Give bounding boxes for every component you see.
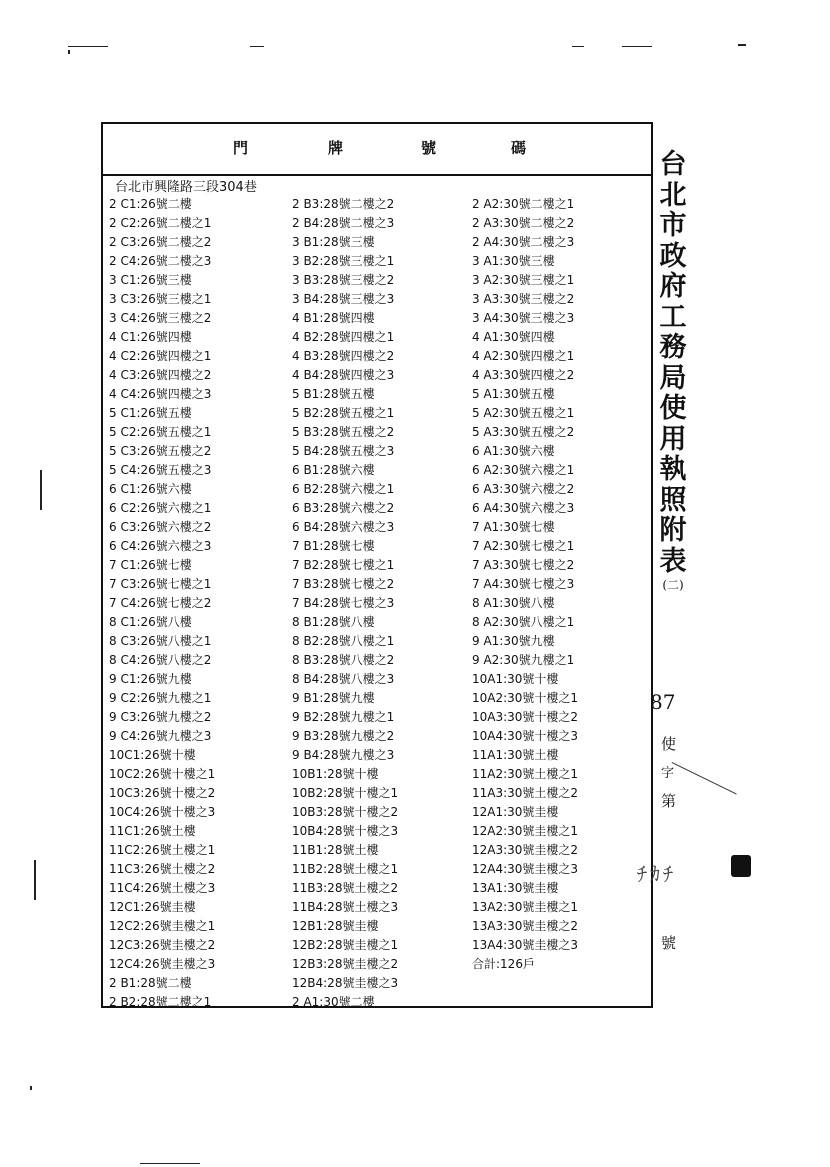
list-item: 5 B1:28號五樓 <box>292 387 375 401</box>
list-item: 4 A1:30號四樓 <box>472 330 555 344</box>
list-item: 4 A2:30號四樓之1 <box>472 349 575 363</box>
list-item: 12B1:28號圭樓 <box>292 919 379 933</box>
list-item: 12A3:30號圭樓之2 <box>472 843 579 857</box>
list-item: 7 B3:28號七樓之2 <box>292 577 395 591</box>
list-item: 7 A2:30號七樓之1 <box>472 539 575 553</box>
list-item: 3 C4:26號三樓之2 <box>109 311 212 325</box>
list-item: 2 A3:30號二樓之2 <box>472 216 575 230</box>
list-item: 10B3:28號十樓之2 <box>292 805 399 819</box>
list-item: 3 A4:30號三樓之3 <box>472 311 575 325</box>
list-item: 8 B2:28號八樓之1 <box>292 634 395 648</box>
list-item: 3 C3:26號三樓之1 <box>109 292 212 306</box>
scan-speck <box>34 860 36 900</box>
list-item: 2 B1:28號二樓 <box>109 976 192 990</box>
list-item: 2 C4:26號二樓之3 <box>109 254 212 268</box>
list-item: 6 A3:30號六樓之2 <box>472 482 575 496</box>
list-item: 10A1:30號十樓 <box>472 672 559 686</box>
list-item: 7 C3:26號七樓之1 <box>109 577 212 591</box>
list-item: 4 B1:28號四樓 <box>292 311 375 325</box>
scan-speck <box>250 46 264 47</box>
list-item: 5 B4:28號五樓之3 <box>292 444 395 458</box>
list-item: 8 A1:30號八樓 <box>472 596 555 610</box>
list-item: 4 B3:28號四樓之2 <box>292 349 395 363</box>
list-item: 2 C1:26號二樓 <box>109 197 192 211</box>
list-item: 6 C2:26號六樓之1 <box>109 501 212 515</box>
list-item: 6 C1:26號六樓 <box>109 482 192 496</box>
list-item: 6 B4:28號六樓之3 <box>292 520 395 534</box>
list-item: 6 B2:28號六樓之1 <box>292 482 395 496</box>
list-item: 12B2:28號圭樓之1 <box>292 938 399 952</box>
list-item: 7 A3:30號七樓之2 <box>472 558 575 572</box>
list-item: 11B4:28號土樓之3 <box>292 900 399 914</box>
list-item: 4 C1:26號四樓 <box>109 330 192 344</box>
list-item: 4 C2:26號四樓之1 <box>109 349 212 363</box>
list-item: 2 A4:30號二樓之3 <box>472 235 575 249</box>
list-item: 7 A1:30號七樓 <box>472 520 555 534</box>
list-item: 2 A2:30號二樓之1 <box>472 197 575 211</box>
list-item: 3 A1:30號三樓 <box>472 254 555 268</box>
list-item: 11B2:28號土樓之1 <box>292 862 399 876</box>
list-item: 3 A2:30號三樓之1 <box>472 273 575 287</box>
title-char: 執 <box>659 454 687 485</box>
header-char: 門 <box>233 139 249 157</box>
list-item: 8 C1:26號八樓 <box>109 615 192 629</box>
title-char: 照 <box>659 484 687 516</box>
column-3 <box>472 195 652 974</box>
list-item: 8 B1:28號八樓 <box>292 615 375 629</box>
list-item: 2 C2:26號二樓之1 <box>109 216 212 230</box>
list-item: 7 C1:26號七樓 <box>109 558 192 572</box>
list-item: 6 A2:30號六樓之1 <box>472 463 575 477</box>
title-char: 府 <box>659 271 687 302</box>
list-item: 8 A2:30號八樓之1 <box>472 615 575 629</box>
list-item: 合計:126戶 <box>472 957 535 971</box>
list-item: 8 B4:28號八樓之3 <box>292 672 395 686</box>
list-item: 10C2:26號十樓之1 <box>109 767 216 781</box>
list-item: 4 A3:30號四樓之2 <box>472 368 575 382</box>
list-item: 11C4:26號土樓之3 <box>109 881 216 895</box>
title-char: 表 <box>659 545 687 577</box>
list-item: 9 A2:30號九樓之1 <box>472 653 575 667</box>
door-number-table <box>101 122 653 1008</box>
list-item: 8 C3:26號八樓之1 <box>109 634 212 648</box>
scan-speck <box>68 50 70 54</box>
list-item: 7 A4:30號七樓之3 <box>472 577 575 591</box>
list-item: 9 B2:28號九樓之1 <box>292 710 395 724</box>
list-item: 11C1:26號土樓 <box>109 824 196 838</box>
list-item: 10A2:30號十樓之1 <box>472 691 579 705</box>
list-item: 10C3:26號十樓之2 <box>109 786 216 800</box>
header-char: 牌 <box>328 139 344 157</box>
header-char: 號 <box>421 139 437 157</box>
list-item: 5 A2:30號五樓之1 <box>472 406 575 420</box>
list-item: 12A2:30號圭樓之1 <box>472 824 579 838</box>
title-char: 使 <box>659 393 687 424</box>
list-item: 2 C3:26號二樓之2 <box>109 235 212 249</box>
scan-speck <box>738 44 746 46</box>
scan-speck <box>622 46 652 47</box>
list-item: 9 C2:26號九樓之1 <box>109 691 212 705</box>
list-item: 10B1:28號十樓 <box>292 767 379 781</box>
list-item: 12C3:26號圭樓之2 <box>109 938 216 952</box>
list-item: 3 C1:26號三樓 <box>109 273 192 287</box>
list-item: 6 A1:30號六樓 <box>472 444 555 458</box>
list-item: 11A2:30號土樓之1 <box>472 767 579 781</box>
list-item: 9 B4:28號九樓之3 <box>292 748 395 762</box>
list-item: 2 B4:28號二樓之3 <box>292 216 395 230</box>
list-item: 9 A1:30號九樓 <box>472 634 555 648</box>
list-item: 12C4:26號圭樓之3 <box>109 957 216 971</box>
label-di: 第 <box>661 792 677 810</box>
list-item: 11C3:26號土樓之2 <box>109 862 216 876</box>
list-item: 8 B3:28號八樓之2 <box>292 653 395 667</box>
list-item: 10B4:28號十樓之3 <box>292 824 399 838</box>
list-item: 11B3:28號土樓之2 <box>292 881 399 895</box>
handwritten-number: ﾁｶﾁ <box>637 862 676 886</box>
title-char: 工 <box>659 301 687 333</box>
list-item: 3 B1:28號三樓 <box>292 235 375 249</box>
list-item: 9 B3:28號九樓之2 <box>292 729 395 743</box>
list-item: 3 B4:28號三樓之3 <box>292 292 395 306</box>
list-item: 5 B3:28號五樓之2 <box>292 425 395 439</box>
list-item: 13A4:30號圭樓之3 <box>472 938 579 952</box>
list-item: 12C2:26號圭樓之1 <box>109 919 216 933</box>
title-char: 附 <box>659 515 687 546</box>
list-item: 3 A3:30號三樓之2 <box>472 292 575 306</box>
list-item: 12A1:30號圭樓 <box>472 805 559 819</box>
title-char: 務 <box>659 332 687 363</box>
list-item: 10A4:30號十樓之3 <box>472 729 579 743</box>
list-item: 12B3:28號圭樓之2 <box>292 957 399 971</box>
list-item: 3 B3:28號三樓之2 <box>292 273 395 287</box>
list-item: 6 C3:26號六樓之2 <box>109 520 212 534</box>
list-item: 5 C1:26號五樓 <box>109 406 192 420</box>
list-item: 5 A1:30號五樓 <box>472 387 555 401</box>
list-item: 10C1:26號十樓 <box>109 748 196 762</box>
list-item: 4 B4:28號四樓之3 <box>292 368 395 382</box>
column-1 <box>109 195 289 1012</box>
scan-speck <box>30 1086 32 1090</box>
street-address: 台北市興隆路三段304巷 <box>115 180 257 195</box>
list-item: 6 B1:28號六樓 <box>292 463 375 477</box>
title-suffix: (二) <box>662 578 684 592</box>
list-item: 10B2:28號十樓之1 <box>292 786 399 800</box>
label-shi: 使 <box>661 735 677 753</box>
ink-blot <box>731 855 751 877</box>
list-item: 3 B2:28號三樓之1 <box>292 254 395 268</box>
title-char: 用 <box>659 423 687 455</box>
list-item: 7 C4:26號七樓之2 <box>109 596 212 610</box>
list-item: 7 B2:28號七樓之1 <box>292 558 395 572</box>
list-item: 9 C4:26號九樓之3 <box>109 729 212 743</box>
title-char: 局 <box>659 362 687 394</box>
list-item: 4 C3:26號四樓之2 <box>109 368 212 382</box>
title-char: 北 <box>659 179 687 211</box>
side-title <box>655 150 691 593</box>
list-item: 7 B1:28號七樓 <box>292 539 375 553</box>
list-item: 9 C3:26號九樓之2 <box>109 710 212 724</box>
table-header <box>103 124 651 176</box>
list-item: 4 C4:26號四樓之3 <box>109 387 212 401</box>
scan-speck <box>572 46 584 47</box>
header-char: 碼 <box>511 139 527 157</box>
label-zi: 字 <box>661 766 675 781</box>
list-item: 5 C4:26號五樓之3 <box>109 463 212 477</box>
list-item: 13A1:30號圭樓 <box>472 881 559 895</box>
title-char: 市 <box>659 210 687 241</box>
list-item: 5 B2:28號五樓之1 <box>292 406 395 420</box>
list-item: 11C2:26號土樓之1 <box>109 843 216 857</box>
scan-speck <box>68 46 108 47</box>
list-item: 11B1:28號土樓 <box>292 843 379 857</box>
list-item: 10C4:26號十樓之3 <box>109 805 216 819</box>
list-item: 9 C1:26號九樓 <box>109 672 192 686</box>
list-item: 5 A3:30號五樓之2 <box>472 425 575 439</box>
list-item: 11A3:30號土樓之2 <box>472 786 579 800</box>
title-char: 政 <box>659 240 687 272</box>
list-item: 2 A1:30號二樓 <box>292 995 375 1009</box>
list-item: 7 B4:28號七樓之3 <box>292 596 395 610</box>
list-item: 5 C2:26號五樓之1 <box>109 425 212 439</box>
list-item: 6 C4:26號六樓之3 <box>109 539 212 553</box>
list-item: 13A3:30號圭樓之2 <box>472 919 579 933</box>
list-item: 12A4:30號圭樓之3 <box>472 862 579 876</box>
list-item: 12C1:26號圭樓 <box>109 900 196 914</box>
list-item: 2 B3:28號二樓之2 <box>292 197 395 211</box>
list-item: 2 B2:28號二樓之1 <box>109 995 212 1009</box>
scan-speck <box>140 1163 200 1164</box>
list-item: 8 C4:26號八樓之2 <box>109 653 212 667</box>
list-item: 13A2:30號圭樓之1 <box>472 900 579 914</box>
title-char: 台 <box>659 149 687 180</box>
list-item: 5 C3:26號五樓之2 <box>109 444 212 458</box>
list-item: 12B4:28號圭樓之3 <box>292 976 399 990</box>
list-item: 11A1:30號土樓 <box>472 748 559 762</box>
list-item: 6 A4:30號六樓之3 <box>472 501 575 515</box>
list-item: 4 B2:28號四樓之1 <box>292 330 395 344</box>
list-item: 10A3:30號十樓之2 <box>472 710 579 724</box>
list-item: 6 B3:28號六樓之2 <box>292 501 395 515</box>
scan-speck <box>40 470 42 510</box>
permit-year: 87 <box>650 690 676 714</box>
list-item: 9 B1:28號九樓 <box>292 691 375 705</box>
label-hao: 號 <box>661 934 677 952</box>
column-2 <box>292 195 472 1012</box>
